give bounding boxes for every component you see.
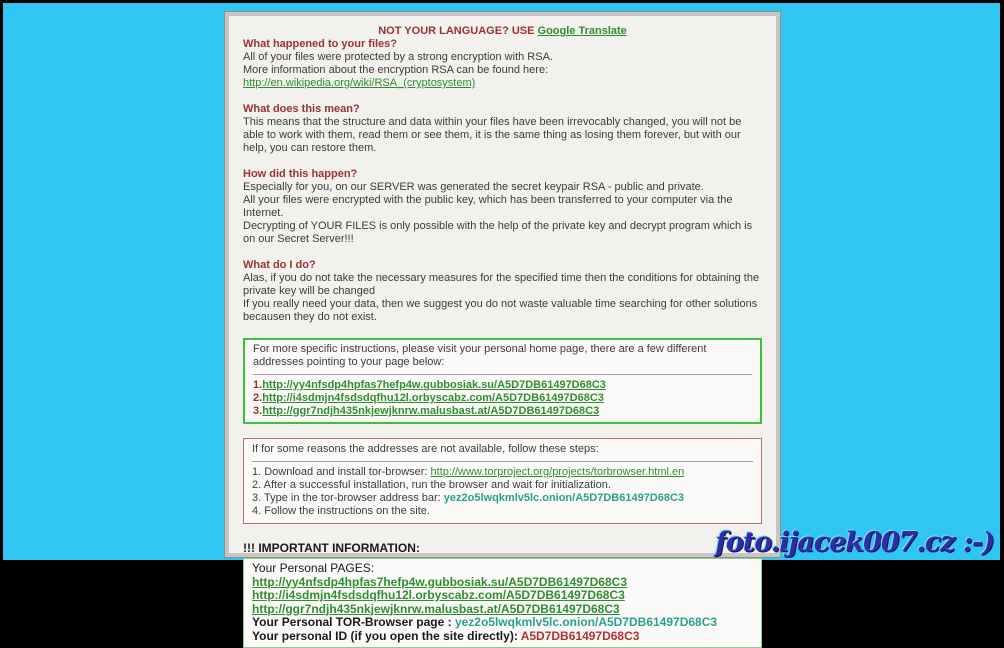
divider (252, 461, 753, 462)
tor-step-3 (252, 492, 753, 505)
personal-id-row (252, 630, 753, 644)
desktop-background (3, 3, 1000, 643)
paragraph-line: Decrypting of YOUR FILES is only possible with the help of the private key and decrypt program which is on our Secret Server!!! (243, 220, 753, 245)
personal-page-link-1[interactable]: http://yy4nfsdp4hpfas7hefp4w.gubbosiak.su/A5D7DB61497D68C3 (262, 379, 606, 391)
personal-page-link-row (253, 405, 752, 418)
rsa-info-text: More information about the encryption RSA can be found here: (243, 64, 549, 76)
ransom-note-content (229, 16, 776, 648)
tor-step-1 (252, 466, 753, 479)
section-heading: What do I do? (243, 259, 316, 271)
tor-step-4: 4. Follow the instructions on the site. (252, 505, 430, 517)
personal-page-link-3[interactable]: http://ggr7ndjh435nkjewjknrw.malusbast.at/A5D7DB61497D68C3 (262, 405, 600, 417)
important-page-link-2[interactable]: http://i4sdmjn4fsdsdqfhu12l.orbyscabz.com/A5D7DB61497D68C3 (252, 588, 625, 602)
important-page-link-1[interactable]: http://yy4nfsdp4hpfas7hefp4w.gubbosiak.su/A5D7DB61497D68C3 (252, 574, 627, 589)
section-heading: How did this happen? (243, 168, 358, 180)
important-link-row (252, 603, 753, 617)
section-heading: What happened to your files? (243, 38, 398, 50)
link-number: 2. (253, 392, 263, 404)
translate-header (243, 25, 762, 38)
important-page-link-3[interactable]: http://ggr7ndjh435nkjewjknrw.malusbast.at/A5D7DB61497D68C3 (252, 601, 620, 616)
link-number: 3. (253, 405, 263, 417)
personal-id-label: Your personal ID (if you open the site directly): (252, 628, 521, 643)
section-what-happened (243, 38, 762, 90)
ransom-note-window (225, 12, 780, 643)
tor-browser-page-row (252, 616, 753, 630)
tor-step-3-text: 3. Type in the tor-browser address bar: (252, 492, 444, 504)
personal-page-link-row (253, 379, 752, 392)
important-information-title: !!! IMPORTANT INFORMATION: (243, 541, 420, 555)
photo-watermark: foto.ijacek007.cz :-) (715, 527, 994, 558)
tor-instructions-box (243, 438, 762, 524)
important-information-box (243, 558, 762, 648)
paragraph-line (243, 64, 762, 90)
link-number: 1. (253, 379, 263, 391)
paragraph-line: Alas, if you do not take the necessary measures for the specified time then the conditions for obtaining the private key will be changed (243, 272, 760, 297)
section-what-do (243, 259, 762, 324)
tor-step-1-text: 1. Download and install tor-browser: (252, 466, 431, 478)
wikipedia-rsa-link[interactable]: http://en.wikipedia.org/wiki/RSA_(cryptosystem) (243, 77, 476, 89)
important-link-row (252, 576, 753, 590)
tor-instructions-intro: If for some reasons the addresses are not available, follow these steps: (252, 443, 599, 455)
translate-prefix: NOT YOUR LANGUAGE? USE (378, 25, 538, 37)
tor-step-2: 2. After a successful installation, run the browser and wait for initialization. (252, 479, 611, 491)
torproject-link[interactable]: http://www.torproject.org/projects/torbrowser.html.en (430, 466, 685, 478)
personal-pages-intro: For more specific instructions, please visit your personal home page, there are a few different addresses pointing to your page below: (253, 343, 707, 368)
paragraph-line: This means that the structure and data within your files have been irrevocably changed, you will not be able to work with them, read them or see them, it is the same thing as losing them forever, but with our help, you can restore them. (243, 116, 742, 154)
google-translate-link[interactable]: Google Translate (537, 25, 627, 37)
personal-page-link-row (253, 392, 752, 405)
paragraph-line: If you really need your data, then we suggest you do not waste valuable time searching for other solutions becausen they do not exist. (243, 298, 758, 323)
tor-browser-page-label: Your Personal TOR-Browser page : (252, 615, 455, 629)
personal-pages-label: Your Personal PAGES: (252, 561, 375, 575)
onion-address: yez2o5lwqkmlv5lc.onion/A5D7DB61497D68C3 (443, 492, 685, 504)
paragraph-line: Especially for you, on our SERVER was generated the secret keypair RSA - public and private. (243, 181, 704, 193)
paragraph-line: All of your files were protected by a strong encryption with RSA. (243, 51, 553, 63)
personal-pages-box (243, 338, 762, 424)
tor-browser-page-value: yez2o5lwqkmlv5lc.onion/A5D7DB61497D68C3 (454, 615, 718, 629)
personal-page-link-2[interactable]: http://i4sdmjn4fsdsdqfhu12l.orbyscabz.com/A5D7DB61497D68C3 (262, 392, 604, 404)
personal-id-value: A5D7DB61497D68C3 (520, 628, 640, 643)
divider (253, 374, 752, 375)
section-what-mean (243, 103, 762, 155)
paragraph-line: All your files were encrypted with the public key, which has been transferred to your computer via the Internet. (243, 194, 733, 219)
important-link-row (252, 589, 753, 603)
section-how-happen (243, 168, 762, 246)
section-heading: What does this mean? (243, 103, 360, 115)
